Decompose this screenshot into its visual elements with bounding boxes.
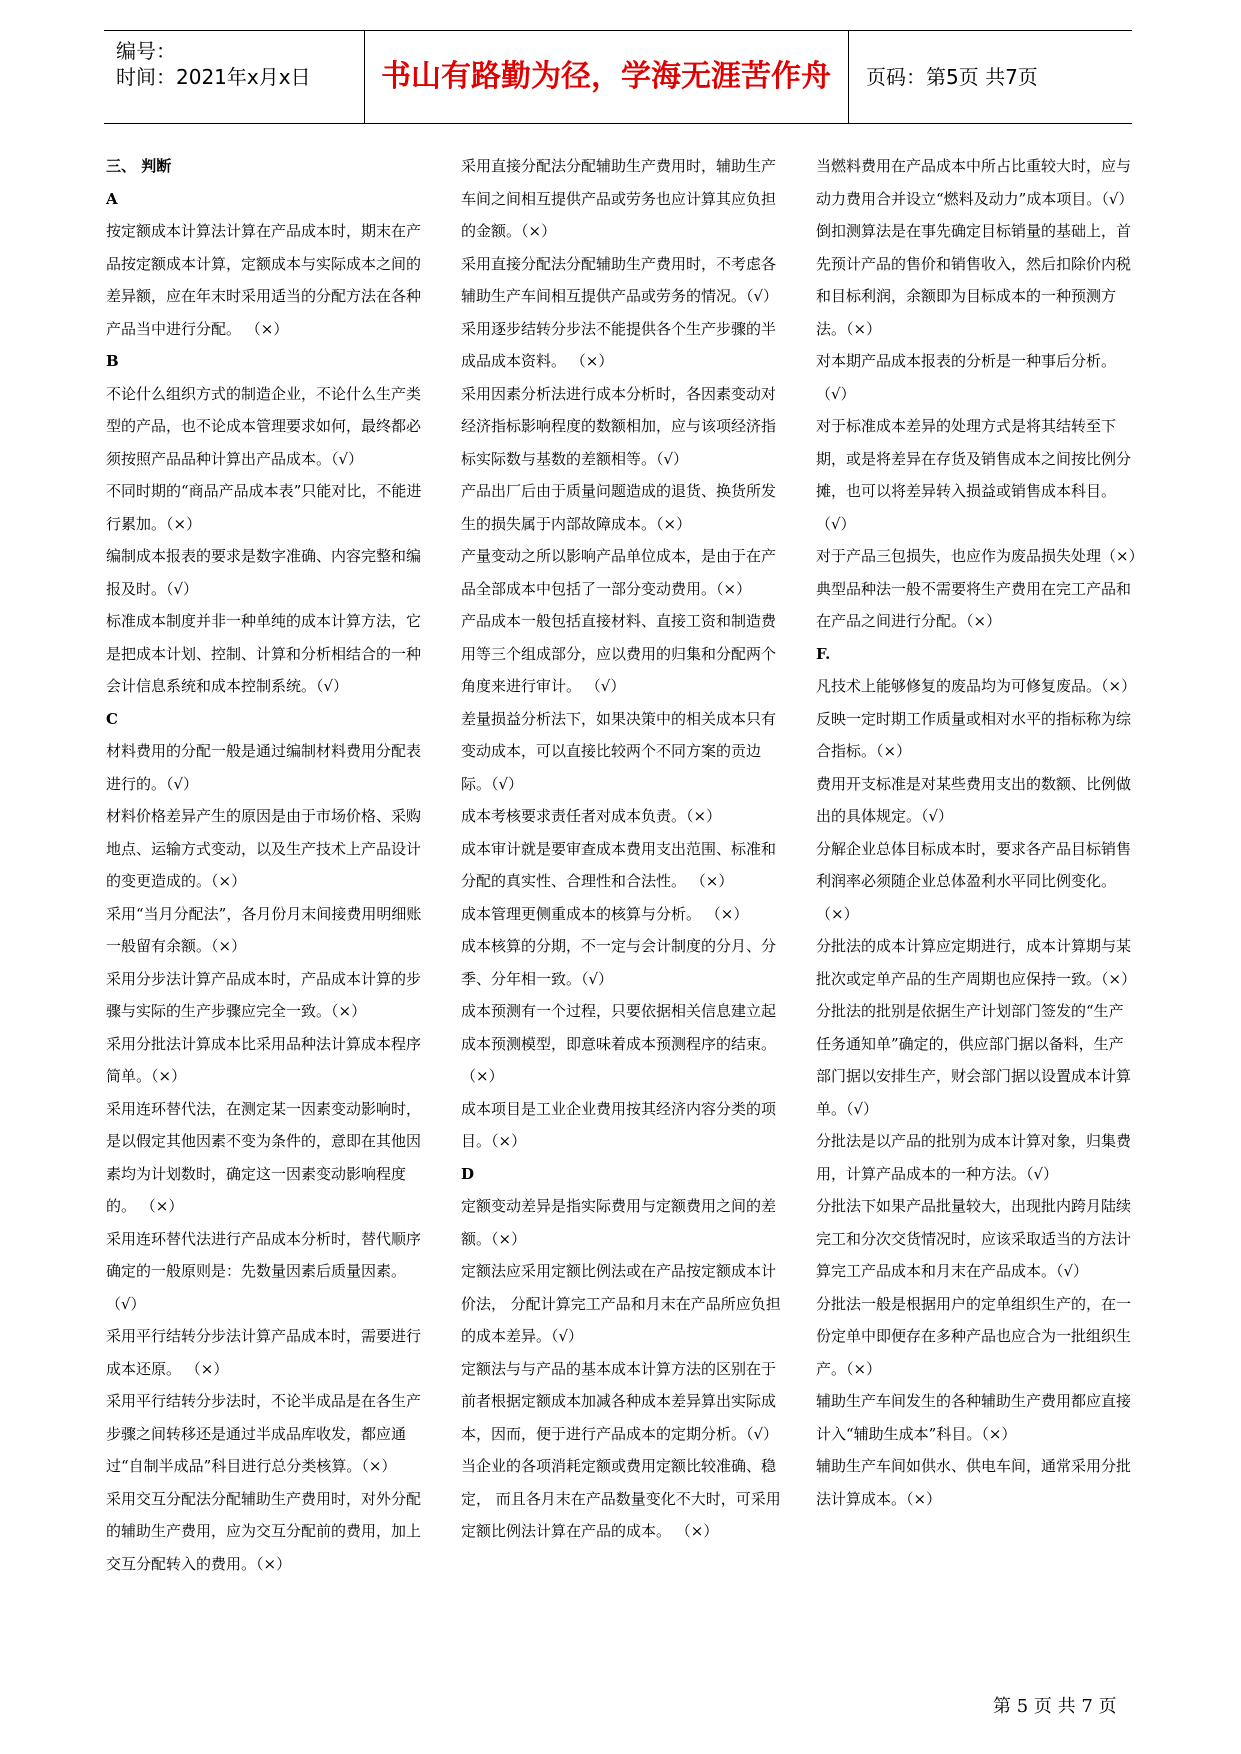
judgment-item: 采用分批法计算成本比采用品种法计算成本程序简单。（×）: [106, 1034, 422, 1085]
column-2: [461, 150, 783, 1548]
judgment-item: 分批法的批别是依据生产计划部门签发的“生产任务通知单”确定的，供应部门据以备料，生产部门据以安排生产，财会部门据以设置成本计算单。（√）: [816, 1002, 1132, 1118]
section-heading: B: [106, 352, 119, 370]
judgment-item: 成本审计就是要审查成本费用支出范围、标准和分配的真实性、合理性和合法性。 （×）: [461, 839, 777, 890]
number-label: 编号：: [116, 39, 176, 63]
judgment-item: 采用交互分配法分配辅助生产费用时，对外分配的辅助生产费用，应为交互分配前的费用，加上交互分配转入的费用。（×）: [106, 1489, 422, 1573]
judgment-item: 分批法一般是根据用户的定单组织生产的，在一份定单中即便存在多种产品也应合为一批组织生产。（×）: [816, 1294, 1132, 1378]
judgment-item: 分批法的成本计算应定期进行，成本计算期与某批次或定单产品的生产周期也应保持一致。（×）: [816, 937, 1137, 988]
judgment-item: 典型品种法一般不需要将生产费用在完工产品和在产品之间进行分配。（×）: [816, 579, 1132, 630]
judgment-item: 产量变动之所以影响产品单位成本，是由于在产品全部成本中包括了一部分变动费用。（×）: [461, 547, 777, 598]
judgment-item: 定额法与与产品的基本成本计算方法的区别在于前者根据定额成本加减各种成本差异算出实际成本，因而，便于进行产品成本的定期分析。（√）: [461, 1359, 779, 1443]
header-page-code: 页码：第5页 共7页: [866, 65, 1038, 89]
judgment-item: 分解企业总体目标成本时，要求各产品目标销售利润率必须随企业总体盈利水平同比例变化。（×）: [816, 839, 1132, 923]
judgment-item: 采用平行结转分步法时，不论半成品是在各生产步骤之间转移还是通过半成品库收发，都应通过“自制半成品”科目进行总分类核算。（×）: [106, 1392, 422, 1475]
judgment-item: 对于标准成本差异的处理方式是将其结转至下期，或是将差异在存货及销售成本之间按比例分摊，也可以将差异转入损益或销售成本科目。（√）: [816, 417, 1132, 533]
judgment-item: 倒扣测算法是在事先确定目标销量的基础上，首先预计产品的售价和销售收入，然后扣除价内税和目标利润，余额即为目标成本的一种预测方法。（×）: [816, 222, 1132, 338]
judgment-item: 采用直接分配法分配辅助生产费用时，辅助生产车间之间相互提供产品或劳务也应计算其应负担的金额。（×）: [461, 157, 777, 240]
section-heading: C: [106, 709, 118, 728]
judgment-item: 分批法下如果产品批量较大，出现批内跨月陆续完工和分次交货情况时，应该采取适当的方法计算完工产品成本和月末在产品成本。（√）: [816, 1197, 1132, 1280]
section-heading: A: [106, 189, 118, 208]
judgment-item: 费用开支标准是对某些费用支出的数额、比例做出的具体规定。（√）: [816, 774, 1132, 825]
judgment-item: 辅助生产车间如供水、供电车间，通常采用分批法计算成本。（×）: [816, 1457, 1132, 1508]
judgment-item: 定额法应采用定额比例法或在产品按定额成本计价法， 分配计算完工产品和月末在产品所应负担的成本差异。（√）: [461, 1262, 781, 1345]
judgment-item: 不论什么组织方式的制造企业，不论什么生产类型的产品，也不论成本管理要求如何，最终都必须按照产品品种计算出产品成本。（√）: [106, 384, 422, 468]
header-divider: [364, 31, 365, 123]
judgment-item: 凡技术上能够修复的废品均为可修复废品。（×）: [816, 677, 1137, 695]
judgment-item: 按定额成本计算法计算在产品成本时，期末在产品按定额成本计算，定额成本与实际成本之间的差异额，应在年末时采用适当的分配方法在各种产品当中进行分配。 （×）: [106, 222, 422, 338]
judgment-item: 采用分步法计算产品成本时，产品成本计算的步骤与实际的生产步骤应完全一致。（×）: [106, 969, 422, 1020]
judgment-item: 成本管理更侧重成本的核算与分析。 （×）: [461, 904, 749, 923]
judgment-item: 成本核算的分期，不一定与会计制度的分月、分季、分年相一致。（√）: [461, 937, 777, 988]
judgment-item: 成本项目是工业企业费用按其经济内容分类的项目。（×）: [461, 1099, 777, 1150]
judgment-item: 定额变动差异是指实际费用与定额费用之间的差额。（×）: [461, 1197, 777, 1248]
page-header: [104, 30, 1132, 124]
judgment-item: 采用逐步结转分步法不能提供各个生产步骤的半成品成本资料。 （×）: [461, 319, 777, 370]
judgment-item: 材料价格差异产生的原因是由于市场价格、采购地点、运输方式变动，以及生产技术上产品设计的变更造成的。（×）: [106, 807, 422, 890]
time-label: 时间：2021年x月x日: [116, 65, 311, 89]
judgment-item: 对于产品三包损失，也应作为废品损失处理（×）: [816, 547, 1144, 565]
judgment-item: 采用直接分配法分配辅助生产费用时，不考虑各辅助生产车间相互提供产品或劳务的情况。（√）: [461, 254, 779, 305]
judgment-item: 成本预测有一个过程，只要依据相关信息建立起成本预测模型，即意味着成本预测程序的结束。（×）: [461, 1002, 777, 1085]
judgment-item: 不同时期的“商品产品成本表”只能对比，不能进行累加。（×）: [106, 482, 422, 533]
judgment-item: 分批法是以产品的批别为成本计算对象，归集费用，计算产品成本的一种方法。（√）: [816, 1132, 1132, 1183]
judgment-item: 材料费用的分配一般是通过编制材料费用分配表进行的。（√）: [106, 742, 422, 793]
judgment-item: 当企业的各项消耗定额或费用定额比较准确、稳定， 而且各月末在产品数量变化不大时，可采用定额比例法计算在产品的成本。 （×）: [461, 1457, 781, 1540]
judgment-item: 反映一定时期工作质量或相对水平的指标称为综合指标。（×）: [816, 709, 1132, 760]
column-1: [106, 150, 428, 1580]
judgment-item: 产品成本一般包括直接材料、直接工资和制造费用等三个组成部分，应以费用的归集和分配两个角度来进行审计。 （√）: [461, 612, 777, 695]
judgment-item: 辅助生产车间发生的各种辅助生产费用都应直接计入“辅助生成本”科目。（×）: [816, 1392, 1132, 1443]
section-heading: F.: [816, 644, 831, 663]
judgment-item: 采用连环替代法，在测定某一因素变动影响时，是以假定其他因素不变为条件的，意即在其他因素均为计划数时，确定这一因素变动影响程度的。 （×）: [106, 1099, 422, 1215]
judgment-item: 采用因素分析法进行成本分析时，各因素变动对经济指标影响程度的数额相加，应与该项经济指标实际数与基数的差额相等。（√）: [461, 384, 777, 468]
header-divider: [848, 31, 849, 123]
section-heading: D: [461, 1164, 475, 1183]
judgment-item: 产品出厂后由于质量问题造成的退货、换货所发生的损失属于内部故障成本。（×）: [461, 482, 777, 533]
judgment-item: 当燃料费用在产品成本中所占比重较大时，应与动力费用合并设立“燃料及动力”成本项目。（√）: [816, 157, 1134, 208]
judgment-item: 成本考核要求责任者对成本负责。（×）: [461, 807, 722, 825]
judgment-item: 编制成本报表的要求是数字准确、内容完整和编报及时。（√）: [106, 547, 422, 598]
judgment-item: 采用平行结转分步法计算产品成本时，需要进行成本还原。 （×）: [106, 1327, 422, 1378]
page-footer: 第 5 页 共 7 页: [993, 1696, 1117, 1717]
column-3: [816, 150, 1144, 1515]
judgment-item: 对本期产品成本报表的分析是一种事后分析。（√）: [816, 352, 1117, 403]
section-heading: 三、 判断: [106, 157, 172, 175]
judgment-item: 标准成本制度并非一种单纯的成本计算方法，它是把成本计划、控制、计算和分析相结合的一种会计信息系统和成本控制系统。（√）: [106, 612, 422, 695]
judgment-item: 差量损益分析法下，如果决策中的相关成本只有变动成本，可以直接比较两个不同方案的贡边际。（√）: [461, 709, 777, 793]
judgment-item: 采用“当月分配法”，各月份月末间接费用明细账一般留有余额。（×）: [106, 904, 422, 955]
header-motto: 书山有路勤为径，学海无涯苦作舟: [381, 59, 831, 94]
judgment-item: 采用连环替代法进行产品成本分析时，替代顺序确定的一般原则是：先数量因素后质量因素。（√）: [106, 1229, 422, 1313]
header-info: [104, 31, 364, 123]
